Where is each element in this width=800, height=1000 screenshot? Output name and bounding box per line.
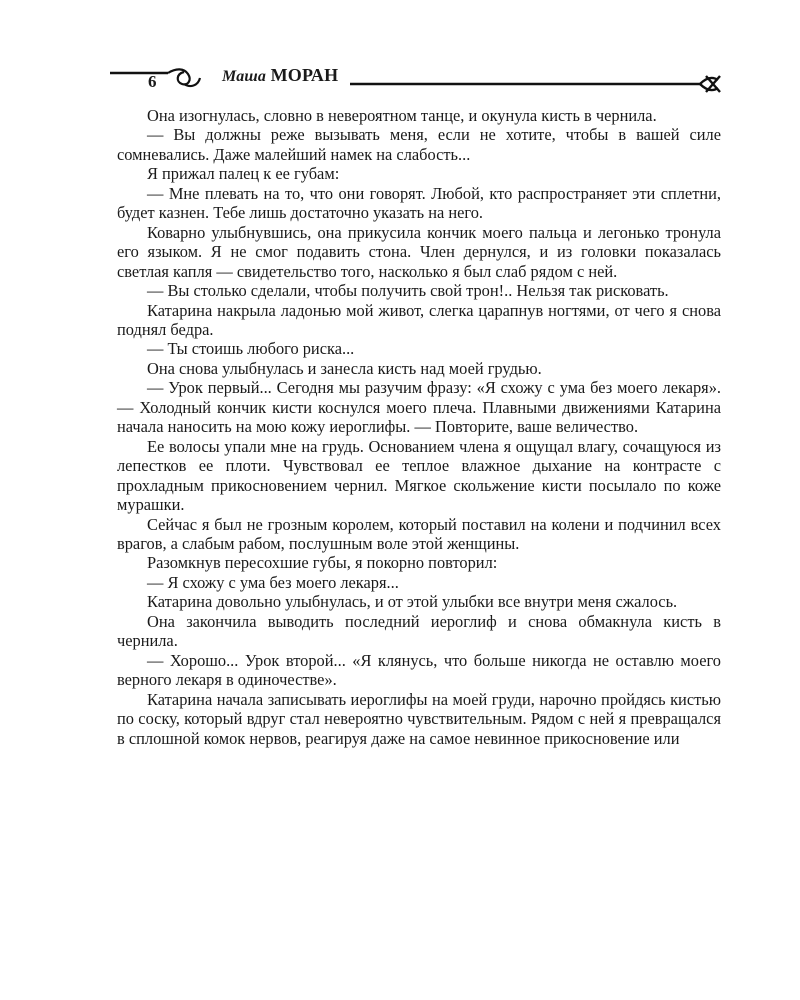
left-knot-icon: [168, 69, 200, 86]
paragraph: Катарина накрыла ладонью мой живот, слегка царапнув ногтями, от чего я снова поднял бедра.: [117, 300, 721, 339]
right-knot-icon: [700, 76, 720, 92]
paragraph: — Мне плевать на то, что они говорят. Любой, кто распространяет эти сплетни, будет казнен. Тебе лишь достаточно указать на него.: [117, 183, 721, 223]
author-last-name: МОРАН: [270, 65, 339, 85]
paragraph: — Ты стоишь любого риска...: [147, 339, 355, 359]
paragraph: Коварно улыбнувшись, она прикусила кончик моего пальца и легонько тронула его языком. Я не смог подавить стона. Член дернулся, и из головки показалась светлая капля — свидетельство того, насколько я был слаб рядом с ней.: [117, 222, 721, 281]
paragraph: — Вы должны реже вызывать меня, если не хотите, чтобы в вашей силе сомневались. Даже малейший намек на слабость...: [117, 125, 721, 164]
author-name: [216, 65, 344, 87]
paragraph: — Вы столько сделали, чтобы получить свой трон!.. Нельзя так рисковать.: [147, 281, 669, 301]
paragraph: — Хорошо... Урок второй... «Я клянусь, что больше никогда не оставлю моего верного лекаря в одиночестве».: [117, 650, 721, 690]
body-text: [117, 106, 721, 748]
paragraph: Ее волосы упали мне на грудь. Основанием члена я ощущал влагу, сочащуюся из лепестков ее плоти. Чувствовал ее теплое влажное дыхание на контрасте с прохладным прикосновением чернил. Мягкое скольжение кисти посылало по коже мурашки.: [117, 436, 721, 515]
author-first-name: Маша: [222, 68, 267, 85]
paragraph: Она закончила выводить последний иероглиф и снова обмакнула кисть в чернила.: [117, 611, 721, 651]
header-ornament: [110, 62, 725, 96]
paragraph: Сейчас я был не грозным королем, который поставил на колени и подчинил всех врагов, а слабым рабом, послушным воле этой женщины.: [117, 514, 721, 553]
paragraph: Она снова улыбнулась и занесла кисть над моей грудью.: [147, 358, 542, 378]
paragraph: — Урок первый... Сегодня мы разучим фразу: «Я схожу с ума без моего лекаря». — Холодный кончик кисти коснулся моего плеча. Плавными движениями Катарина начала наносить на мою кожу иероглифы. — Повторите, ваше величество.: [117, 378, 721, 437]
running-header: [110, 62, 725, 96]
page-number: 6: [148, 72, 157, 91]
paragraph: — Я схожу с ума без моего лекаря...: [147, 572, 399, 592]
paragraph: Я прижал палец к ее губам:: [147, 164, 340, 184]
paragraph: Она изогнулась, словно в невероятном танце, и окунула кисть в чернила.: [147, 106, 657, 125]
paragraph: Катарина довольно улыбнулась, и от этой улыбки все внутри меня сжалось.: [147, 592, 678, 612]
paragraph: Катарина начала записывать иероглифы на моей груди, нарочно пройдясь кистью по соску, который вдруг стал невероятно чувствительным. Рядом с ней я превращался в сплошной комок нервов, реагируя даже на самое невинное прикосновение или: [117, 689, 721, 748]
paragraph: Разомкнув пересохшие губы, я покорно повторил:: [147, 553, 498, 573]
